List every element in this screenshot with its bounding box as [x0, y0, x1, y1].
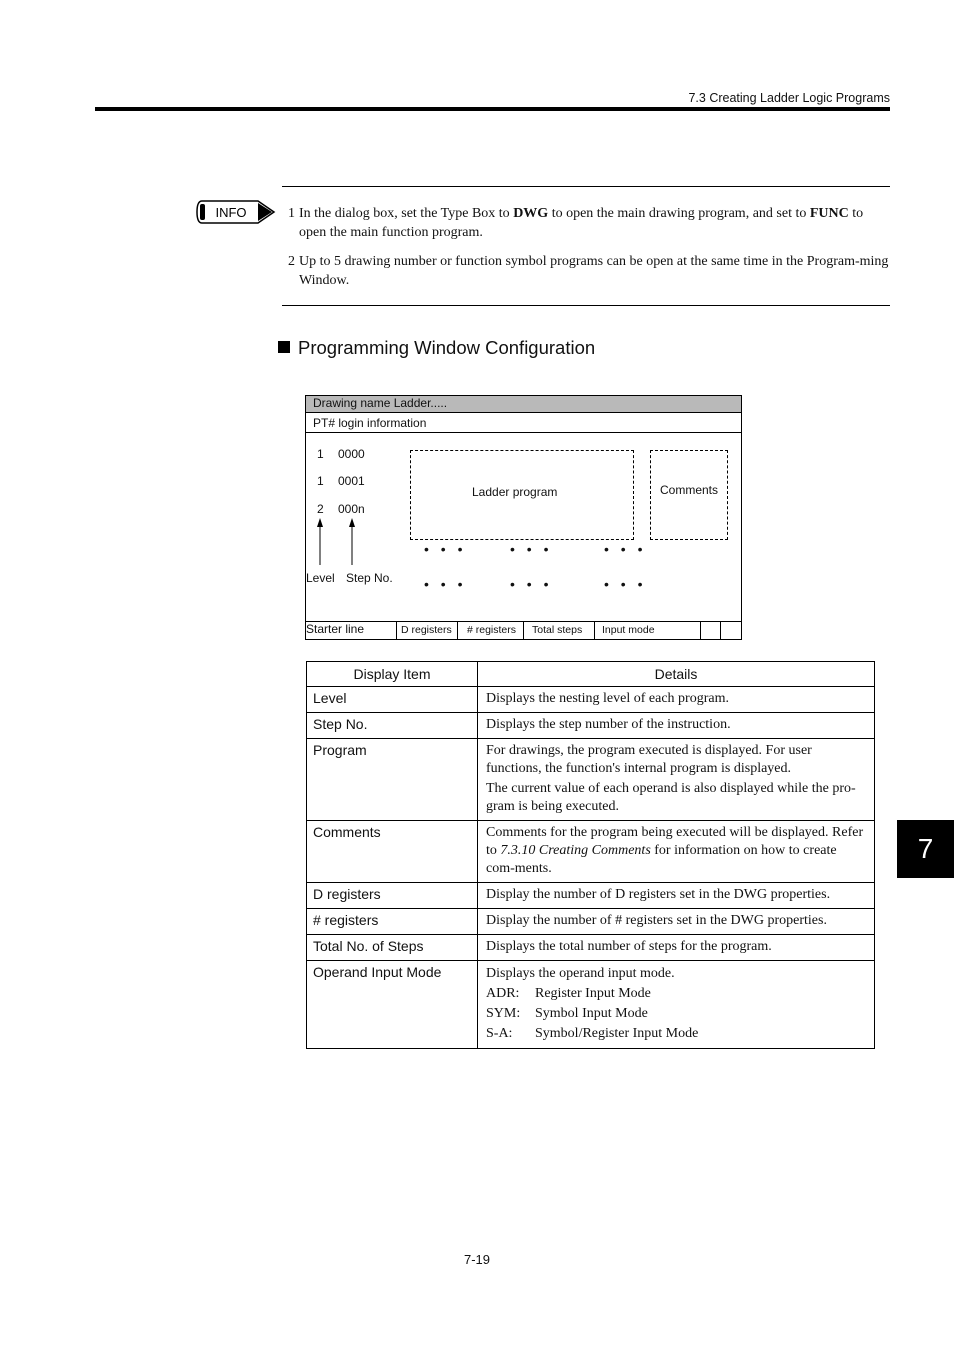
table-row [307, 687, 875, 713]
row-level: 1 [317, 447, 324, 461]
status-blank-cell [720, 622, 742, 640]
mode-line: SYM: Symbol Input Mode [486, 1006, 648, 1021]
starter-line-label: Starter line [306, 622, 365, 636]
ellipsis-dots: • • • [424, 541, 467, 557]
header-rule [95, 107, 890, 111]
status-d-registers: D registers [396, 622, 457, 640]
note-number: 2 [288, 254, 295, 269]
ellipsis-dots: • • • [604, 576, 647, 592]
column-header: Details [478, 662, 875, 687]
note-text: Up to 5 drawing number or function symbol programs can be open at the same time in the Program-ming Window. [299, 254, 889, 288]
details-cell: Display the number of # registers set in the DWG properties. [478, 909, 875, 935]
programming-window-diagram [305, 395, 742, 640]
info-top-rule [282, 186, 890, 187]
details-cell: For drawings, the program executed is displayed. For user functions, the function's internal program is displayed. The current value of each operand is also displayed while the pro-gram is being executed. [478, 739, 875, 821]
item-cell: Total No. of Steps [307, 935, 478, 961]
details-cell: Displays the operand input mode. ADR: Register Input Mode SYM: Symbol Input Mode S-A: Symbol/Register Input Mode [478, 961, 875, 1049]
note-text: In the dialog box, set the Type Box to DWG to open the main drawing program, and set to FUNC to open the main function program. [299, 206, 864, 240]
ladder-program-area: Ladder program [410, 450, 634, 540]
table-row [307, 961, 875, 1049]
item-cell: Program [307, 739, 478, 821]
row-step: 000n [338, 502, 365, 516]
display-items-table [306, 661, 875, 1049]
column-header: Display Item [307, 662, 478, 687]
row-level: 2 [317, 502, 324, 516]
status-blank-cell [700, 622, 720, 640]
item-cell: D registers [307, 883, 478, 909]
item-cell: # registers [307, 909, 478, 935]
item-cell: Operand Input Mode [307, 961, 478, 1049]
section-title: Programming Window Configuration [278, 337, 595, 359]
status-input-mode: Input mode [594, 622, 700, 640]
status-total-steps: Total steps [523, 622, 594, 640]
info-bottom-rule [282, 305, 890, 306]
status-bar [306, 621, 741, 640]
running-header: 7.3 Creating Ladder Logic Programs [688, 91, 890, 105]
pointer-arrows [306, 516, 366, 566]
diagram-title-bar: Drawing name Ladder..... [306, 396, 741, 413]
note-number: 1 [288, 206, 295, 221]
table-row [307, 739, 875, 821]
info-icon-label: INFO [215, 205, 247, 220]
level-label: Level [306, 571, 335, 585]
table-row [307, 713, 875, 739]
table-header-row [307, 662, 875, 687]
mode-line: S-A: Symbol/Register Input Mode [486, 1026, 699, 1041]
comments-area: Comments [650, 450, 728, 540]
details-cell: Displays the step number of the instruction. [478, 713, 875, 739]
row-level: 1 [317, 474, 324, 488]
status-hash-registers: # registers [457, 622, 523, 640]
mode-line: ADR: Register Input Mode [486, 986, 651, 1001]
diagram-pt-info: PT# login information [306, 413, 741, 433]
table-row [307, 821, 875, 883]
details-cell: Displays the total number of steps for the program. [478, 935, 875, 961]
table-row [307, 883, 875, 909]
item-cell: Level [307, 687, 478, 713]
row-step: 0001 [338, 474, 365, 488]
item-cell: Comments [307, 821, 478, 883]
ellipsis-dots: • • • [604, 541, 647, 557]
ellipsis-dots: • • • [510, 541, 553, 557]
ellipsis-dots: • • • [424, 576, 467, 592]
info-note-2 [288, 252, 890, 292]
chapter-tab: 7 [897, 820, 954, 878]
table-row [307, 935, 875, 961]
item-cell: Step No. [307, 713, 478, 739]
section-bullet-icon [278, 341, 290, 353]
table-row [307, 909, 875, 935]
ellipsis-dots: • • • [510, 576, 553, 592]
info-note-1 [288, 204, 890, 244]
details-cell: Display the number of D registers set in the DWG properties. [478, 883, 875, 909]
details-cell: Displays the nesting level of each program. [478, 687, 875, 713]
step-label: Step No. [346, 571, 393, 585]
page-number: 7-19 [463, 1252, 491, 1267]
row-step: 0000 [338, 447, 365, 461]
info-icon [196, 199, 276, 232]
details-cell: Comments for the program being executed will be displayed. Refer to 7.3.10 Creating Comments for information on how to create com-ments. [478, 821, 875, 883]
